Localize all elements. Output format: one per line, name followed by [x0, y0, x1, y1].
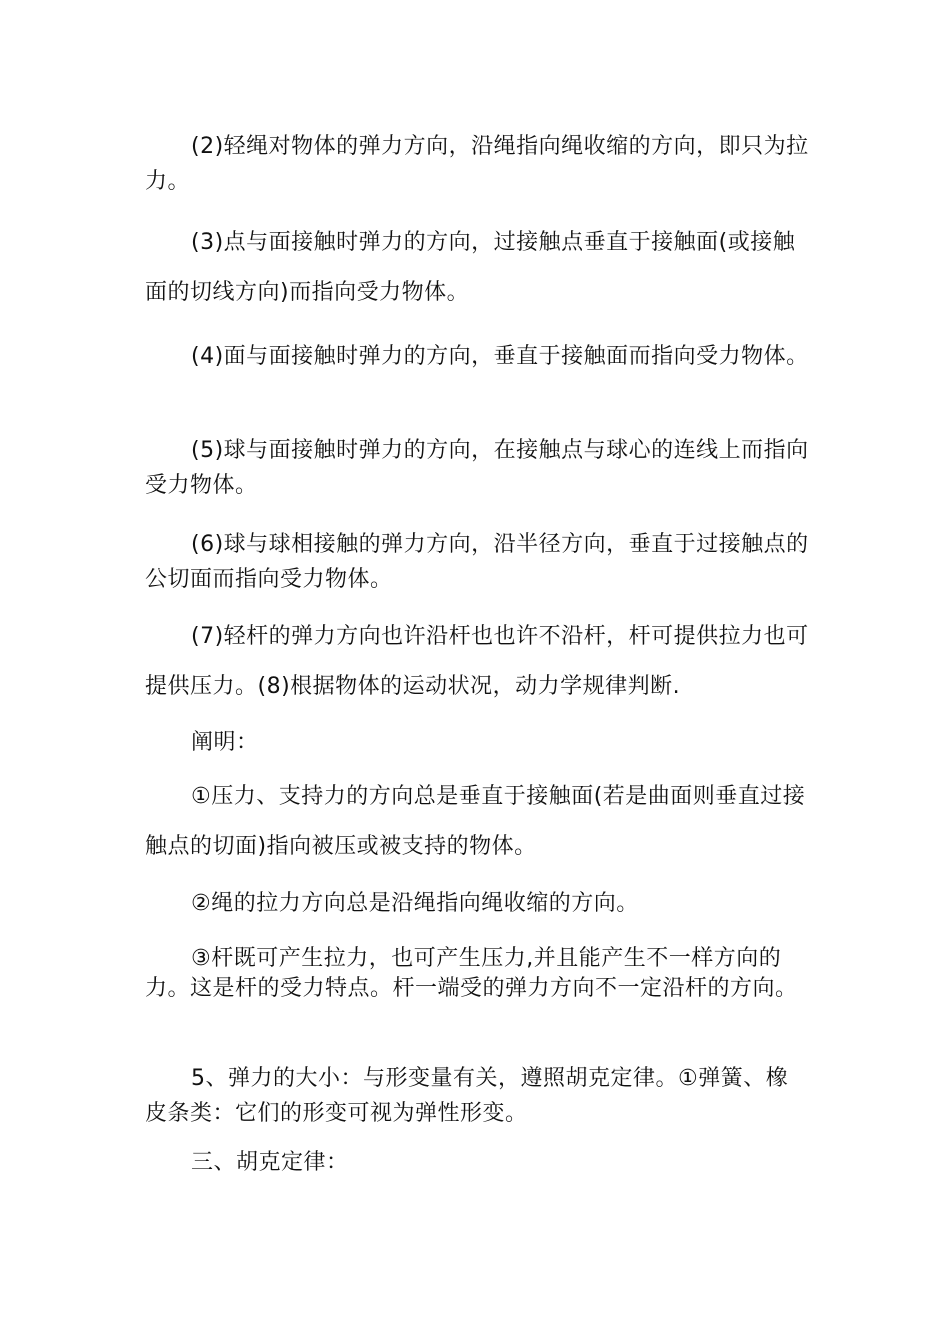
paragraph-ball-surface: (5)球与面接触时弹力的方向，在接触点与球心的连线上而指向受力物体。: [145, 438, 809, 498]
paragraph-rod-direction: (7)轻杆的弹力方向也许沿杆也也许不沿杆，杆可提供拉力也可提供压力。(8)根据物体的运动状况，动力学规律判断.: [145, 624, 809, 699]
paragraph-elastic-magnitude: 5、弹力的大小：与形变量有关，遵照胡克定律。①弹簧、橡皮条类：它们的形变可视为弹性形变。: [145, 1066, 789, 1126]
paragraph-note-rod: ③杆既可产生拉力，也可产生压力,并且能产生不一样方向的力。这是杆的受力特点。杆一端受的弹力方向不一定沿杆的方向。: [145, 946, 798, 1001]
section-heading-hooke-law: 三、胡克定律：: [191, 1150, 349, 1175]
paragraph-ball-ball: (6)球与球相接触的弹力方向，沿半径方向，垂直于过接触点的公切面而指向受力物体。: [145, 532, 809, 592]
paragraph-rope-direction: (2)轻绳对物体的弹力方向，沿绳指向绳收缩的方向，即只为拉力。: [145, 134, 809, 194]
paragraph-note-pressure: ①压力、支持力的方向总是垂直于接触面(若是曲面则垂直过接触点的切面)指向被压或被支持的物体。: [145, 784, 806, 859]
paragraph-point-surface: (3)点与面接触时弹力的方向，过接触点垂直于接触面(或接触面的切线方向)而指向受力物体。: [145, 230, 796, 305]
paragraph-note-rope: ②绳的拉力方向总是沿绳指向绳收缩的方向。: [191, 891, 639, 916]
paragraph-surface-surface: (4)面与面接触时弹力的方向，垂直于接触面而指向受力物体。: [191, 344, 809, 369]
paragraph-explanation-heading: 阐明：: [191, 730, 259, 755]
